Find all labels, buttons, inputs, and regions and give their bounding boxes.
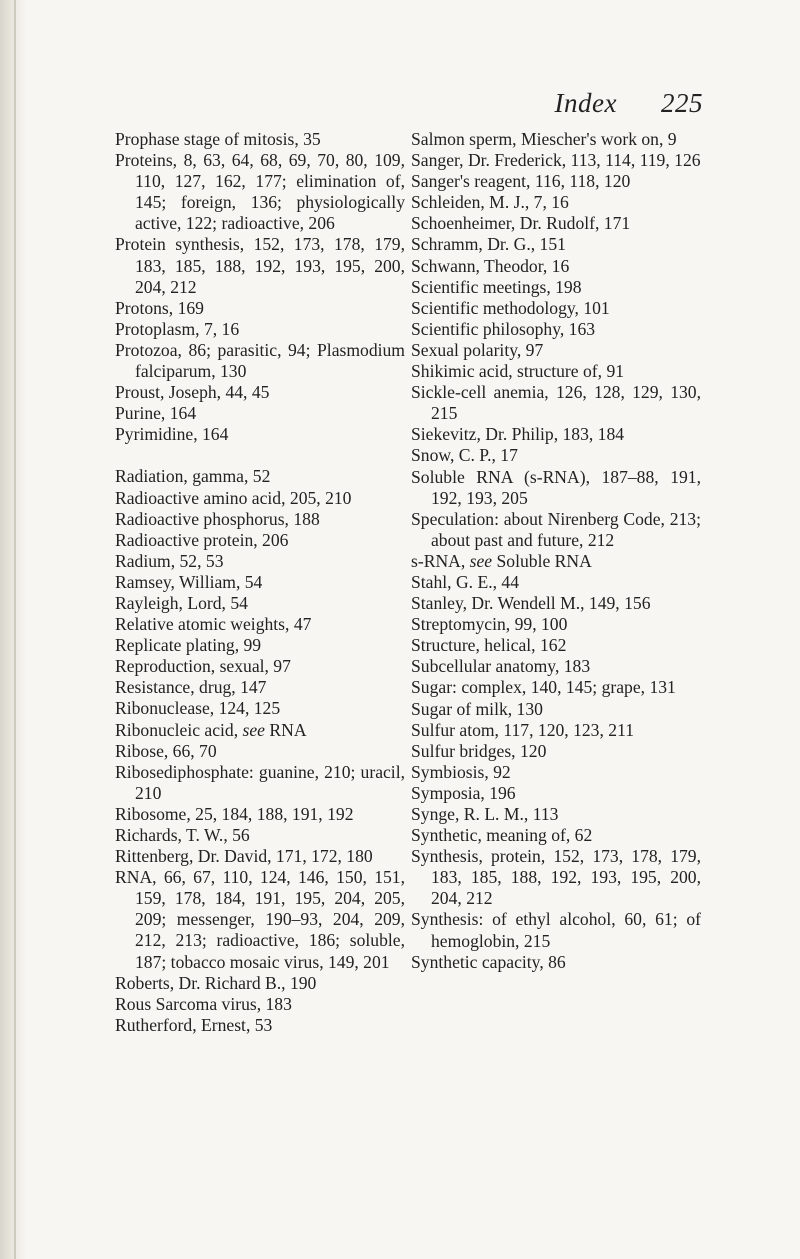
index-entry <box>115 488 405 509</box>
index-entry <box>411 909 701 951</box>
entry-text: Siekevitz, Dr. Philip, 183, 184 <box>411 424 625 445</box>
entry-text: Soluble RNA (s-RNA), 187–88, 191, 192, 193, 205 <box>411 466 701 508</box>
entry-text: Ribosediphosphate: guanine, 210; uracil, 210 <box>115 761 405 803</box>
index-entry <box>411 720 701 741</box>
entry-text: Sulfur bridges, 120 <box>411 740 547 761</box>
index-entry <box>115 698 405 719</box>
index-entry <box>411 846 701 909</box>
index-entry <box>411 445 701 466</box>
index-column-left <box>115 129 405 1036</box>
index-entry <box>115 382 405 403</box>
index-entry <box>115 150 405 234</box>
entry-text: Ribose, 66, 70 <box>115 740 217 761</box>
entry-text: Rayleigh, Lord, 54 <box>115 592 248 613</box>
entry-text: Ribonucleic acid, <box>115 719 243 740</box>
entry-text: Sulfur atom, 117, 120, 123, 211 <box>411 719 635 740</box>
index-entry <box>115 129 405 150</box>
index-entry <box>411 741 701 762</box>
index-entry <box>115 593 405 614</box>
entry-text: Radioactive protein, 206 <box>115 529 289 550</box>
entry-text: Proust, Joseph, 44, 45 <box>115 382 270 403</box>
entry-text: Scientific methodology, 101 <box>411 297 610 318</box>
index-entry <box>115 867 405 972</box>
running-header <box>555 88 703 119</box>
entry-text: Purine, 164 <box>115 403 197 424</box>
index-entry <box>411 509 701 551</box>
index-entry <box>115 804 405 825</box>
entry-text: Symbiosis, 92 <box>411 761 511 782</box>
page-number: 225 <box>661 88 703 118</box>
index-entry <box>115 762 405 804</box>
entry-text: Schoenheimer, Dr. Rudolf, 171 <box>411 213 631 234</box>
entry-text: Protein synthesis, 152, 173, 178, 179, 183, 185, 188, 192, 193, 195, 200, 204, 212 <box>115 234 405 297</box>
entry-text: Synge, R. L. M., 113 <box>411 804 559 824</box>
index-entry <box>411 551 701 572</box>
entry-text: Synthesis, protein, 152, 173, 178, 179, 183, 185, 188, 192, 193, 195, 200, 204, 212 <box>411 846 701 909</box>
entry-text: Schramm, Dr. G., 151 <box>411 234 566 255</box>
entry-text: Sanger's reagent, 116, 118, 120 <box>411 171 631 192</box>
entry-text: Ramsey, William, 54 <box>115 571 263 592</box>
index-entry <box>411 952 701 973</box>
index-entry <box>115 1015 405 1036</box>
index-entry <box>115 656 405 677</box>
entry-text: Roberts, Dr. Richard B., 190 <box>115 972 317 993</box>
index-entry <box>115 677 405 698</box>
entry-text: Radium, 52, 53 <box>115 550 224 571</box>
index-entry <box>115 551 405 572</box>
index-entry <box>115 846 405 867</box>
index-entry <box>115 234 405 297</box>
entry-text: s-RNA, <box>411 550 470 571</box>
see-target: Soluble RNA <box>492 550 592 571</box>
entry-text: Subcellular anatomy, 183 <box>411 656 591 677</box>
index-entry <box>411 171 701 192</box>
page-gutter-shadow <box>0 0 26 1259</box>
index-entry <box>115 424 405 445</box>
entry-text: Ribonuclease, 124, 125 <box>115 698 281 719</box>
index-entry <box>115 720 405 741</box>
entry-text: Protons, 169 <box>115 297 204 318</box>
index-entry <box>411 635 701 656</box>
entry-text: Rittenberg, Dr. David, 171, 172, 180 <box>115 846 373 867</box>
entry-text: Stanley, Dr. Wendell M., 149, 156 <box>411 593 651 614</box>
entry-text: Sexual polarity, 97 <box>411 339 544 360</box>
index-entry <box>115 530 405 551</box>
entry-text: Radioactive phosphorus, 188 <box>115 508 320 529</box>
index-entry <box>115 298 405 319</box>
index-entry <box>411 677 701 698</box>
entry-text: Pyrimidine, 164 <box>115 424 229 445</box>
index-entry <box>411 382 701 424</box>
index-entry <box>411 361 701 382</box>
entry-text: Radiation, gamma, 52 <box>115 466 271 487</box>
index-entry <box>115 614 405 635</box>
index-entry <box>411 234 701 255</box>
entry-text: Scientific philosophy, 163 <box>411 318 596 339</box>
entry-text: Reproduction, sexual, 97 <box>115 656 291 677</box>
index-entry <box>115 973 405 994</box>
index-entry <box>411 256 701 277</box>
entry-text: Sugar: complex, 140, 145; grape, 131 <box>411 677 676 698</box>
index-entry <box>411 467 701 509</box>
entry-text: Symposia, 196 <box>411 782 516 803</box>
header-title: Index <box>554 88 617 118</box>
see-reference: see <box>242 719 265 740</box>
index-entry <box>115 509 405 530</box>
entry-text: Replicate plating, 99 <box>115 635 262 656</box>
entry-text: Salmon sperm, Miescher's work on, 9 <box>411 129 677 149</box>
index-entry <box>411 150 701 171</box>
entry-text: Prophase stage of mitosis, 35 <box>115 129 321 149</box>
entry-text: Schwann, Theodor, 16 <box>411 255 570 276</box>
entry-text: Protozoa, 86; parasitic, 94; Plasmodium falciparum, 130 <box>115 339 405 382</box>
index-entry <box>411 783 701 804</box>
index-entry <box>411 319 701 340</box>
entry-text: RNA, 66, 67, 110, 124, 146, 150, 151, 159, 178, 184, 191, 195, 204, 205, 209; messenger, 190–93, 204, 209, 212, 213; radioactive, 186; soluble, 187; tobacco mosaic virus, 149, 201 <box>115 867 405 972</box>
entry-text: Protoplasm, 7, 16 <box>115 318 240 339</box>
entry-text: Structure, helical, 162 <box>411 635 567 656</box>
index-entry <box>411 593 701 614</box>
index-entry <box>411 825 701 846</box>
entry-text: Sanger, Dr. Frederick, 113, 114, 119, 126 <box>411 150 701 171</box>
index-entry <box>115 403 405 424</box>
index-entry <box>411 762 701 783</box>
index-entry <box>115 994 405 1015</box>
entry-text: Synthetic, meaning of, 62 <box>411 825 593 846</box>
index-entry <box>411 572 701 593</box>
see-target: RNA <box>264 719 307 740</box>
index-entry <box>411 213 701 234</box>
index-entry <box>115 319 405 340</box>
entry-text: Richards, T. W., 56 <box>115 825 250 845</box>
index-entry <box>411 804 701 825</box>
entry-text: Scientific meetings, 198 <box>411 276 582 297</box>
index-entry <box>411 298 701 319</box>
entry-text: Streptomycin, 99, 100 <box>411 614 568 635</box>
entry-text: Speculation: about Nirenberg Code, 213; about past and future, 212 <box>411 508 701 550</box>
index-column-right <box>411 129 701 973</box>
entry-text: Rous Sarcoma virus, 183 <box>115 993 292 1014</box>
index-entry <box>115 572 405 593</box>
entry-text: Rutherford, Ernest, 53 <box>115 1014 273 1035</box>
index-entry <box>411 277 701 298</box>
entry-text: Sugar of milk, 130 <box>411 698 543 719</box>
index-entry <box>115 340 405 382</box>
index-entry <box>115 825 405 846</box>
index-entry <box>411 424 701 445</box>
index-entry <box>115 741 405 762</box>
index-entry <box>115 466 405 487</box>
entry-text: Shikimic acid, structure of, 91 <box>411 361 625 382</box>
index-entry <box>411 699 701 720</box>
index-entry <box>411 340 701 361</box>
index-entry <box>411 656 701 677</box>
index-entry <box>411 192 701 213</box>
index-entry <box>115 635 405 656</box>
index-entry <box>411 129 701 150</box>
entry-text: Relative atomic weights, 47 <box>115 614 312 635</box>
entry-text: Snow, C. P., 17 <box>411 445 518 466</box>
entry-text: Synthetic capacity, 86 <box>411 951 566 972</box>
entry-text: Proteins, 8, 63, 64, 68, 69, 70, 80, 109, 110, 127, 162, 177; elimination of, 145; foreign, 136; physiologically active, 122; radioactive, 206 <box>115 150 405 234</box>
entry-text: Radioactive amino acid, 205, 210 <box>115 487 352 508</box>
entry-text: Synthesis: of ethyl alcohol, 60, 61; of hemoglobin, 215 <box>411 909 701 951</box>
entry-text: Sickle-cell anemia, 126, 128, 129, 130, 215 <box>411 382 701 424</box>
entry-text: Schleiden, M. J., 7, 16 <box>411 192 569 213</box>
index-entry <box>411 614 701 635</box>
entry-text: Stahl, G. E., 44 <box>411 571 520 592</box>
entry-text: Resistance, drug, 147 <box>115 677 267 698</box>
entry-text: Ribosome, 25, 184, 188, 191, 192 <box>115 803 354 824</box>
see-reference: see <box>469 550 493 571</box>
binding-line <box>14 0 16 1259</box>
